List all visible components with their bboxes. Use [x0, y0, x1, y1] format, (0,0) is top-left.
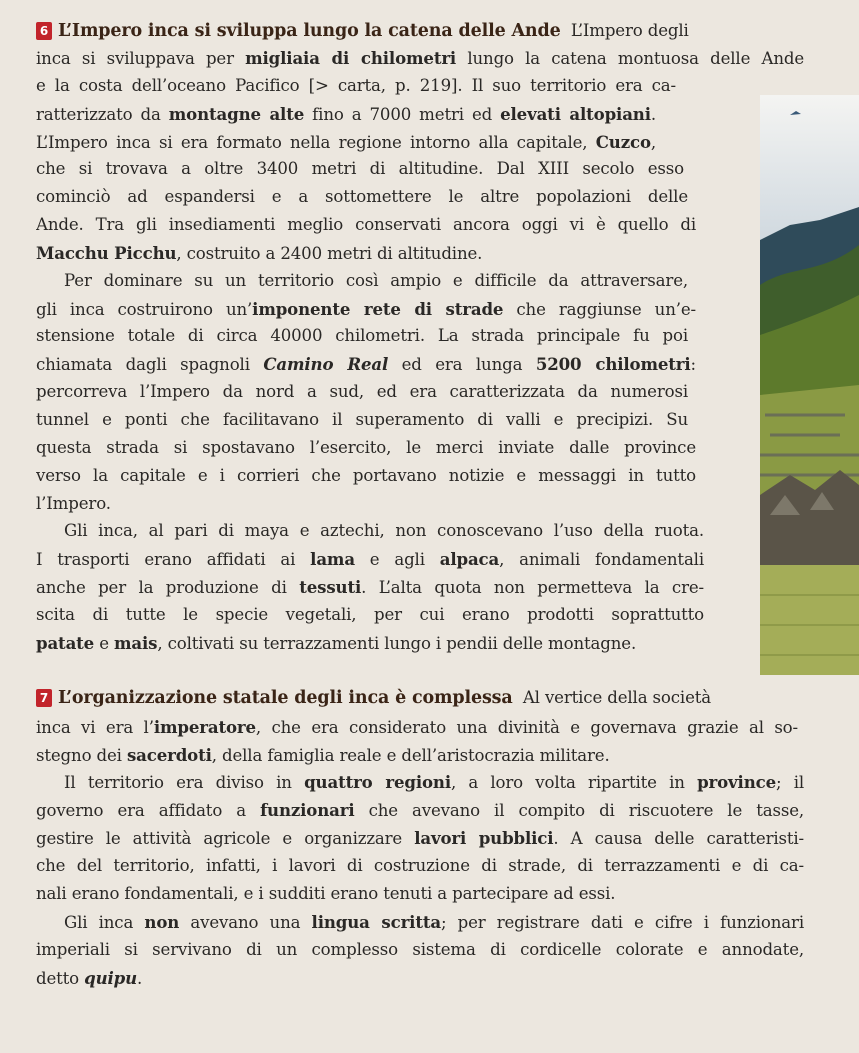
text-segment: ; per registrare dati e cifre i funzionari: [440, 913, 804, 932]
text-segment: , animali fondamentali: [499, 550, 704, 569]
text-segment: , costruito a 2400 metri di altitudine.: [176, 244, 483, 263]
text-segment: cominciò ad espandersi e a sottomettere le altre popolazioni delle: [36, 187, 688, 206]
section6-line: [36, 493, 111, 515]
text-segment: che del territorio, infatti, i lavori di costruzione di strade, di terrazzamenti e di ca-: [36, 856, 804, 875]
section6-line: [64, 270, 688, 292]
bold-term: migliaia di chilometri: [245, 48, 457, 68]
bold-term: elevati altopiani: [500, 104, 651, 124]
text-segment: nali erano fondamentali, e i sudditi erano tenuti a partecipare ad essi.: [36, 884, 616, 903]
text-segment: anche per la produzione di: [36, 578, 300, 597]
section7-line: [36, 939, 804, 961]
bold-term: quipu: [84, 968, 138, 988]
section6-line: [36, 548, 704, 570]
section6-line: [36, 353, 696, 375]
bold-term: Cuzco: [595, 132, 651, 152]
section7-number-badge: 7: [36, 689, 52, 707]
section6-line: [36, 298, 696, 320]
bold-term: quattro regioni: [304, 772, 451, 792]
section6-line: [36, 20, 689, 42]
bold-term: province: [697, 772, 776, 792]
text-segment: . L’alta quota non permetteva la cre-: [361, 578, 704, 597]
text-segment: stensione totale di circa 40000 chilometri. La strada principale fu poi: [36, 326, 688, 345]
bold-term: alpaca: [439, 549, 500, 569]
section6-line: [36, 75, 676, 97]
section6-line: [64, 520, 704, 542]
bold-term: Macchu Picchu: [36, 243, 177, 263]
bold-term: imperatore: [153, 717, 256, 737]
section7-line: [36, 883, 615, 905]
text-segment: .: [650, 105, 656, 124]
section6-line: [36, 576, 704, 598]
text-segment: Ande. Tra gli insediamenti meglio conservati ancora oggi vi è quello di: [36, 215, 696, 234]
text-segment: Il territorio era diviso in: [64, 773, 305, 792]
section6-number-badge: 6: [36, 22, 52, 40]
section7-line: [36, 744, 610, 767]
bold-term: imponente rete di strade: [252, 299, 504, 319]
section6-line: [36, 604, 704, 626]
text-segment: che raggiunse un’e-: [503, 300, 696, 319]
text-segment: che avevano il compito di riscuotere le tasse,: [354, 801, 804, 820]
section7-line: [36, 687, 711, 709]
bold-term: lavori pubblici: [414, 828, 554, 848]
text-segment: scita di tutte le specie vegetali, per cui erano prodotti soprattutto: [36, 605, 704, 624]
bold-term: sacerdoti: [126, 745, 212, 765]
text-segment: stegno dei: [36, 746, 127, 765]
text-segment: questa strada si spostavano l’esercito, le merci inviate dalle province: [36, 438, 696, 457]
text-segment: , che era considerato una divinità e governava grazie al so-: [255, 718, 798, 737]
text-segment: , a loro volta ripartite in: [450, 773, 698, 792]
text-segment: , coltivati su terrazzamenti lungo i pendii delle montagne.: [157, 634, 637, 653]
bold-term: montagne alte: [168, 104, 305, 124]
text-segment: I trasporti erano affidati ai: [36, 550, 311, 569]
text-segment: Gli inca: [64, 913, 145, 932]
section7-line: [36, 855, 804, 877]
text-segment: ed era lunga: [388, 355, 536, 374]
section6-line: [36, 214, 696, 236]
text-segment: Al vertice della società: [522, 688, 711, 707]
text-segment: verso la capitale e i corrieri che portavano notizie e messaggi in tutto: [36, 466, 696, 485]
text-segment: governo era affidato a: [36, 801, 261, 820]
text-segment: imperiali si servivano di un complesso sistema di cordicelle colorate e annodate,: [36, 940, 804, 959]
section6-line: [36, 409, 688, 431]
bold-term: tessuti: [299, 577, 362, 597]
section7-heading: L’organizzazione statale degli inca è complessa: [58, 688, 513, 708]
machu-picchu-photo: [760, 95, 859, 675]
section6-line: [36, 632, 636, 655]
text-segment: tunnel e ponti che facilitavano il superamento di valli e precipizi. Su: [36, 410, 688, 429]
section7-line: [36, 799, 804, 821]
text-segment: percorreva l’Impero da nord a sud, ed era caratterizzata da numerosi: [36, 382, 688, 401]
text-segment: Gli inca, al pari di maya e aztechi, non conoscevano l’uso della ruota.: [64, 521, 704, 540]
section6-line: [36, 465, 696, 487]
section7-line: [64, 771, 804, 793]
bold-term: funzionari: [260, 800, 355, 820]
text-segment: e agli: [354, 550, 440, 569]
text-segment: ,: [650, 133, 656, 152]
text-segment: l’Impero.: [36, 494, 111, 513]
section6-line: [36, 437, 696, 459]
text-segment: :: [690, 355, 696, 374]
text-segment: ratterizzato da: [36, 105, 169, 124]
text-segment: avevano una: [179, 913, 312, 932]
section6-heading: L’Impero inca si sviluppa lungo la catena delle Ande: [58, 21, 561, 41]
text-segment: L’Impero inca si era formato nella regione intorno alla capitale,: [36, 133, 596, 152]
text-segment: fino a 7000 metri ed: [304, 105, 501, 124]
section7-line: [36, 827, 804, 849]
bold-term: 5200 chilometri: [535, 354, 691, 374]
bold-term: mais: [114, 633, 158, 653]
section7-line: [36, 716, 798, 738]
text-segment: e la costa dell’oceano Pacifico [> carta, p. 219]. Il suo territorio era ca-: [36, 76, 676, 95]
text-segment: inca vi era l’: [36, 718, 154, 737]
section6-line: [36, 131, 656, 153]
text-segment: L’Impero degli: [570, 21, 689, 40]
section7-line: [36, 967, 142, 990]
text-segment: e: [94, 634, 115, 653]
text-segment: ; il: [775, 773, 804, 792]
section6-line: [36, 103, 656, 125]
text-segment: gestire le attività agricole e organizzare: [36, 829, 415, 848]
text-segment: lungo la catena montuosa delle Ande: [456, 49, 804, 68]
section6-line: [36, 325, 688, 347]
text-segment: . A causa delle caratteristi-: [553, 829, 804, 848]
bold-term: non: [144, 912, 180, 932]
text-segment: che si trovava a oltre 3400 metri di altitudine. Dal XIII secolo esso: [36, 159, 684, 178]
bold-term: Camino Real: [263, 354, 389, 374]
section6-line: [36, 381, 688, 403]
text-segment: detto: [36, 969, 85, 988]
section6-line: [36, 186, 688, 208]
text-segment: inca si sviluppava per: [36, 49, 246, 68]
bold-term: lama: [310, 549, 355, 569]
text-segment: Per dominare su un territorio così ampio e difficile da attraversare,: [64, 271, 688, 290]
section6-line: [36, 47, 804, 69]
section7-line: [64, 911, 804, 933]
text-segment: , della famiglia reale e dell’aristocrazia militare.: [211, 746, 610, 765]
text-segment: gli inca costruirono un’: [36, 300, 253, 319]
section6-line: [36, 242, 482, 265]
text-segment: .: [137, 969, 143, 988]
bold-term: patate: [36, 633, 95, 653]
bold-term: lingua scritta: [311, 912, 441, 932]
section6-line: [36, 158, 684, 180]
text-segment: chiamata dagli spagnoli: [36, 355, 264, 374]
